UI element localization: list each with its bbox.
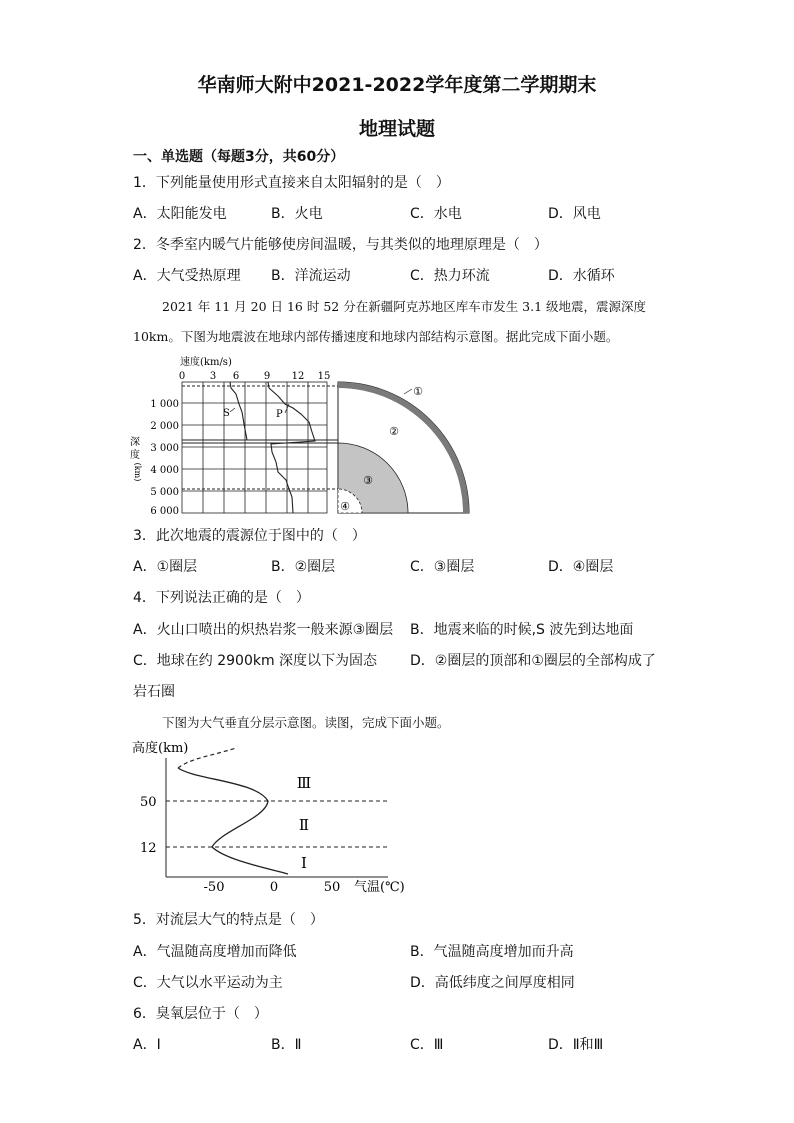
q5-option-c: C．大气以水平运动为主 xyxy=(133,975,283,991)
passage-1-line-2: 10km。下图为地震波在地球内部传播速度和地球内部结构示意图。据此完成下面小题。 xyxy=(133,329,619,344)
q4-option-d: D．②圈层的顶部和①圈层的全部构成了 xyxy=(410,653,656,669)
layer-label-2: ② xyxy=(389,425,399,438)
atmosphere-layer-labels xyxy=(297,774,311,872)
layer-label-1: ① xyxy=(413,385,423,398)
speed-axis-label: 速度(km/s) xyxy=(180,357,232,368)
svg-text:(km): (km) xyxy=(133,462,142,482)
s-wave-label: S xyxy=(223,408,230,419)
svg-text:度: 度 xyxy=(130,450,140,461)
exam-title: 华南师大附中2021-2022学年度第二学期期末 xyxy=(197,74,597,96)
q3-option-b: B．②圈层 xyxy=(271,559,336,575)
depth-tick: 3 000 xyxy=(150,443,179,454)
q6-option-a: A．Ⅰ xyxy=(133,1037,161,1053)
temperature-axis-label: 气温(℃) xyxy=(354,880,405,895)
layer-label-i: Ⅰ xyxy=(301,854,307,872)
q5-option-d: D．高低纬度之间厚度相同 xyxy=(410,975,575,991)
svg-text:深: 深 xyxy=(130,437,140,448)
temperature-ticks xyxy=(204,880,341,895)
question-1-stem: 1．下列能量使用形式直接来自太阳辐射的是（ ） xyxy=(133,175,450,191)
q2-option-c: C．热力环流 xyxy=(410,268,490,284)
q5-option-b: B．气温随高度增加而升高 xyxy=(410,944,574,960)
layer-label-3: ③ xyxy=(363,474,373,487)
q1-option-c: C．水电 xyxy=(410,206,462,222)
question-4-stem: 4．下列说法正确的是（ ） xyxy=(133,590,310,606)
section-heading: 一、单选题（每题3分，共60分） xyxy=(133,149,345,165)
depth-tick: 4 000 xyxy=(150,465,179,476)
depth-tick: 6 000 xyxy=(150,506,179,517)
temp-tick: 50 xyxy=(323,880,341,895)
temp-tick: -50 xyxy=(203,880,225,895)
exam-subtitle: 地理试题 xyxy=(358,118,435,140)
q5-option-a: A．气温随高度增加而降低 xyxy=(133,944,297,960)
passage-2: 下图为大气垂直分层示意图。读图，完成下面小题。 xyxy=(162,715,450,730)
q4-option-a: A．火山口喷出的炽热岩浆一般来源③圈层 xyxy=(133,622,394,638)
p-wave-label: P xyxy=(276,409,283,420)
depth-tick: 5 000 xyxy=(150,487,179,498)
q2-option-a: A．大气受热原理 xyxy=(133,268,241,284)
temperature-curve xyxy=(178,768,288,874)
q6-option-b: B．Ⅱ xyxy=(271,1037,302,1053)
q1-option-a: A．太阳能发电 xyxy=(133,206,227,222)
question-2-stem: 2．冬季室内暖气片能够使房间温暖，与其类似的地理原理是（ ） xyxy=(133,237,548,253)
q4-option-d-cont: 岩石圈 xyxy=(133,684,175,700)
speed-tick: 15 xyxy=(317,371,331,382)
layer-label-iii: Ⅲ xyxy=(296,774,312,792)
question-6-stem: 6．臭氧层位于（ ） xyxy=(133,1006,268,1022)
temp-tick: 0 xyxy=(269,880,279,895)
earth-structure-diagram xyxy=(338,382,469,513)
s-wave-curve xyxy=(230,382,247,440)
q2-option-d: D．水循环 xyxy=(548,268,615,284)
depth-ticks xyxy=(150,399,179,517)
q4-option-b: B．地震来临的时候,S 波先到达地面 xyxy=(410,622,634,638)
question-5-stem: 5．对流层大气的特点是（ ） xyxy=(133,912,324,928)
depth-axis-label xyxy=(130,436,142,481)
speed-tick: 9 xyxy=(263,371,271,382)
speed-tick: 0 xyxy=(178,371,186,382)
speed-tick: 6 xyxy=(232,371,240,382)
height-tick-12: 12 xyxy=(140,841,157,856)
q3-option-d: D．④圈层 xyxy=(548,559,614,575)
q1-option-b: B．火电 xyxy=(271,206,323,222)
speed-ticks xyxy=(179,371,331,382)
q6-option-c: C．Ⅲ xyxy=(410,1037,444,1053)
speed-tick: 3 xyxy=(209,371,217,382)
q1-option-d: D．风电 xyxy=(548,206,601,222)
height-axis-label: 高度(km) xyxy=(132,741,189,756)
q6-option-d: D．Ⅱ和Ⅲ xyxy=(548,1037,604,1053)
speed-depth-grid xyxy=(182,382,327,513)
layer-label-4: ④ xyxy=(340,500,350,513)
layer-label-ii: Ⅱ xyxy=(298,816,310,834)
depth-tick: 2 000 xyxy=(150,421,179,432)
q2-option-b: B．洋流运动 xyxy=(271,268,351,284)
q3-option-c: C．③圈层 xyxy=(410,559,475,575)
seismic-wave-figure xyxy=(126,352,476,520)
height-tick-50: 50 xyxy=(140,795,157,810)
question-3-stem: 3．此次地震的震源位于图中的（ ） xyxy=(133,528,366,544)
q3-option-a: A．①圈层 xyxy=(133,559,198,575)
speed-tick: 12 xyxy=(291,371,305,382)
atmosphere-layers-figure xyxy=(126,736,426,898)
q4-option-c: C．地球在约 2900km 深度以下为固态 xyxy=(133,653,378,669)
depth-tick: 1 000 xyxy=(150,399,179,410)
passage-1-line-1: 2021 年 11 月 20 日 16 时 52 分在新疆阿克苏地区库车市发生 3.1 级地震，震源深度 xyxy=(162,299,647,314)
